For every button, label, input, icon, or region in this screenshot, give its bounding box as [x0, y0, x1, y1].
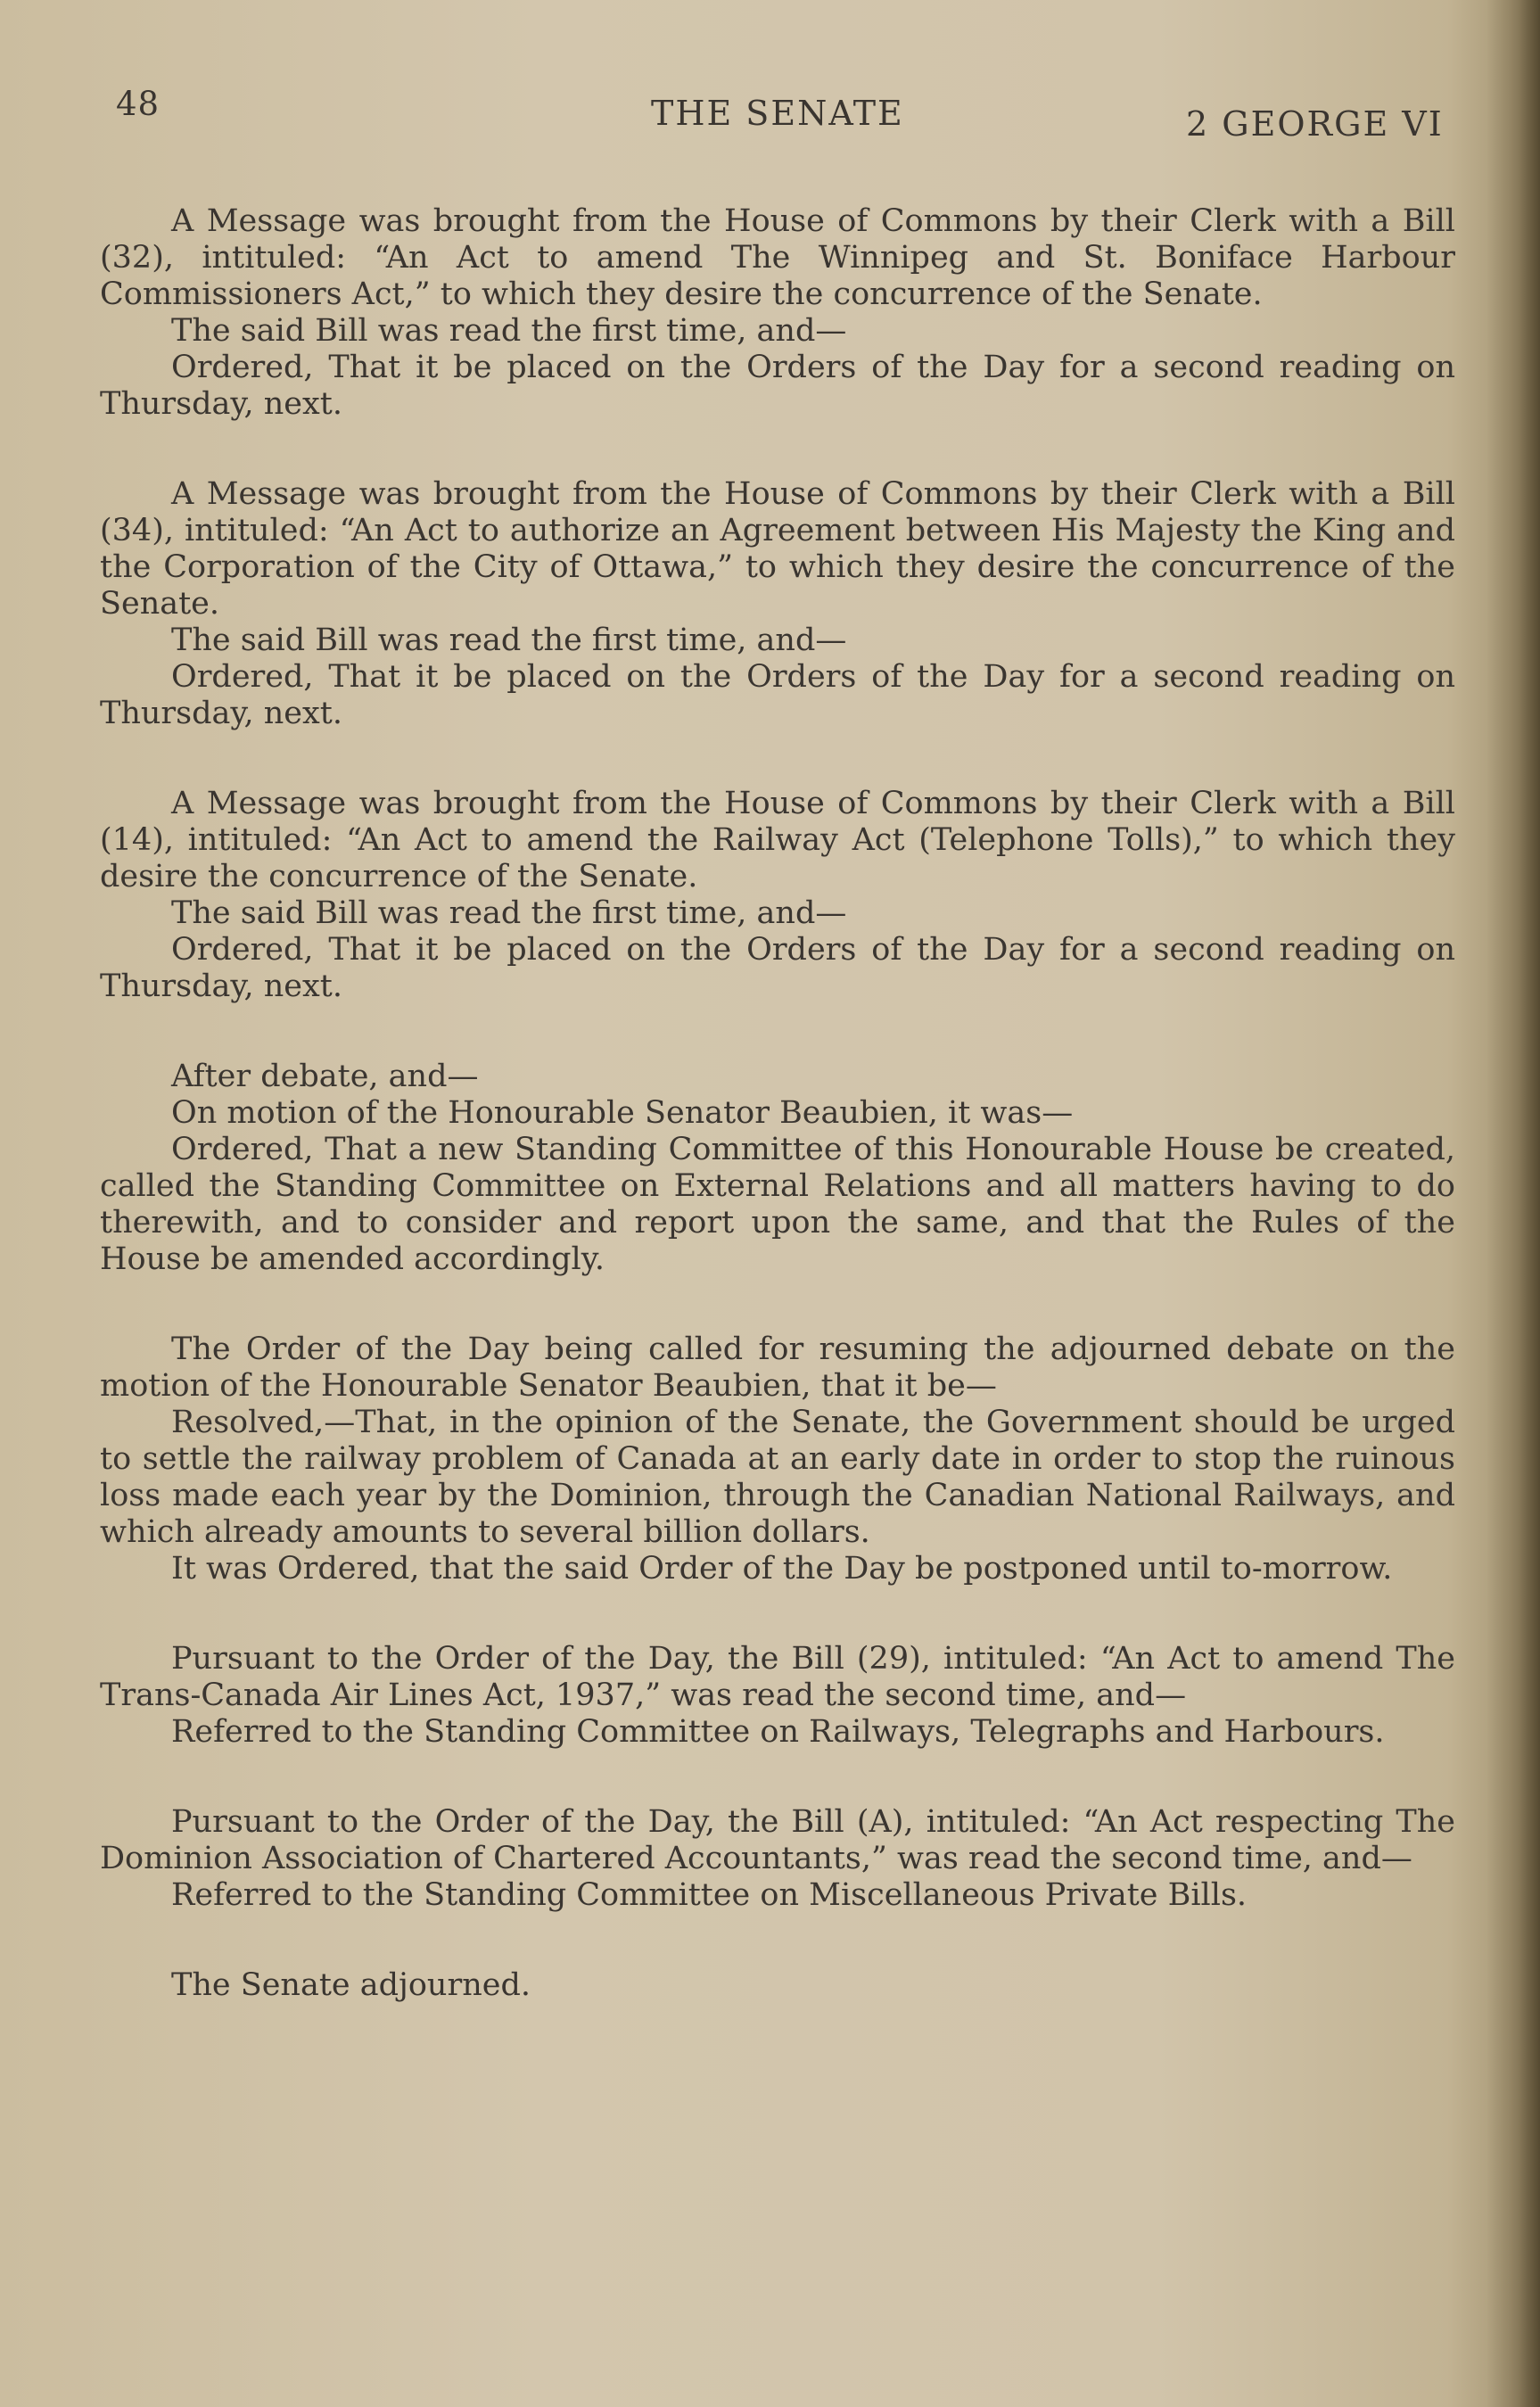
journal-entry-adjournment: [100, 1967, 1455, 2004]
entry-paragraph: Ordered, That it be placed on the Orders of the Day for a second reading on Thursday, next.: [100, 659, 1455, 731]
entry-paragraph: Pursuant to the Order of the Day, the Bill (29), intituled: “An Act to amend The Trans-Canada Air Lines Act, 1937,” was read the second time, and—: [100, 1641, 1455, 1713]
entry-paragraph: Referred to the Standing Committee on Miscellaneous Private Bills.: [171, 1877, 1248, 1913]
entry-paragraph: A Message was brought from the House of Commons by their Clerk with a Bill (14), intituled: “An Act to amend the Railway Act (Telephone Tolls),” to which they desire the concurrence of the Senate.: [100, 786, 1455, 894]
entry-paragraph: Pursuant to the Order of the Day, the Bill (A), intituled: “An Act respecting The Dominion Association of Chartered Accountants,” was read the second time, and—: [100, 1804, 1455, 1876]
page-number: 48: [116, 85, 161, 123]
journal-entry: [100, 1331, 1455, 1587]
journal-entry: [100, 1641, 1455, 1751]
running-title: THE SENATE: [651, 94, 904, 133]
journal-body: [100, 203, 1455, 2057]
entry-paragraph: The said Bill was read the first time, and—: [171, 313, 847, 349]
journal-entry: [100, 1059, 1455, 1278]
entry-paragraph: The Order of the Day being called for resuming the adjourned debate on the motion of the Honourable Senator Beaubien, that it be—: [100, 1331, 1455, 1404]
journal-entry: [100, 786, 1455, 1005]
entry-paragraph: After debate, and—: [171, 1059, 479, 1094]
entry-paragraph: Ordered, That it be placed on the Orders of the Day for a second reading on Thursday, next.: [100, 350, 1455, 422]
entry-paragraph: Ordered, That a new Standing Committee of this Honourable House be created, called the Standing Committee on External Relations and all matters having to do therewith, and to consider and report upon the same, and that the Rules of the House be amended accordingly.: [100, 1132, 1455, 1277]
journal-entry: [100, 1804, 1455, 1914]
entry-paragraph: A Message was brought from the House of Commons by their Clerk with a Bill (32), intituled: “An Act to amend The Winnipeg and St. Boniface Harbour Commissioners Act,” to which they desire the concurrence of the Senate.: [100, 203, 1455, 312]
entry-paragraph: The said Bill was read the first time, and—: [171, 895, 847, 931]
binding-shadow: [1486, 0, 1540, 2407]
journal-entry: [100, 476, 1455, 732]
entry-paragraph: Ordered, That it be placed on the Orders of the Day for a second reading on Thursday, next.: [100, 932, 1455, 1004]
entry-paragraph: It was Ordered, that the said Order of the Day be postponed until to-morrow.: [171, 1551, 1393, 1587]
journal-entry: [100, 203, 1455, 423]
page-header: [0, 85, 1540, 156]
entry-paragraph: Resolved,—That, in the opinion of the Senate, the Government should be urged to settle the railway problem of Canada at an early date in order to stop the ruinous loss made each year by the Dominion, through the Canadian National Railways, and which already amounts to several billion dollars.: [100, 1405, 1455, 1550]
entry-paragraph: On motion of the Honourable Senator Beaubien, it was—: [171, 1095, 1074, 1131]
entry-paragraph: The said Bill was read the first time, and—: [171, 622, 847, 658]
entry-paragraph: Referred to the Standing Committee on Railways, Telegraphs and Harbours.: [171, 1714, 1385, 1750]
entry-paragraph: A Message was brought from the House of Commons by their Clerk with a Bill (34), intituled: “An Act to authorize an Agreement between His Majesty the King and the Corporation of the City of Ottawa,” to which they desire the concurrence of the Senate.: [100, 476, 1455, 622]
entry-paragraph: The Senate adjourned.: [171, 1967, 531, 2003]
regnal-year: 2 GEORGE VI: [1186, 104, 1444, 144]
